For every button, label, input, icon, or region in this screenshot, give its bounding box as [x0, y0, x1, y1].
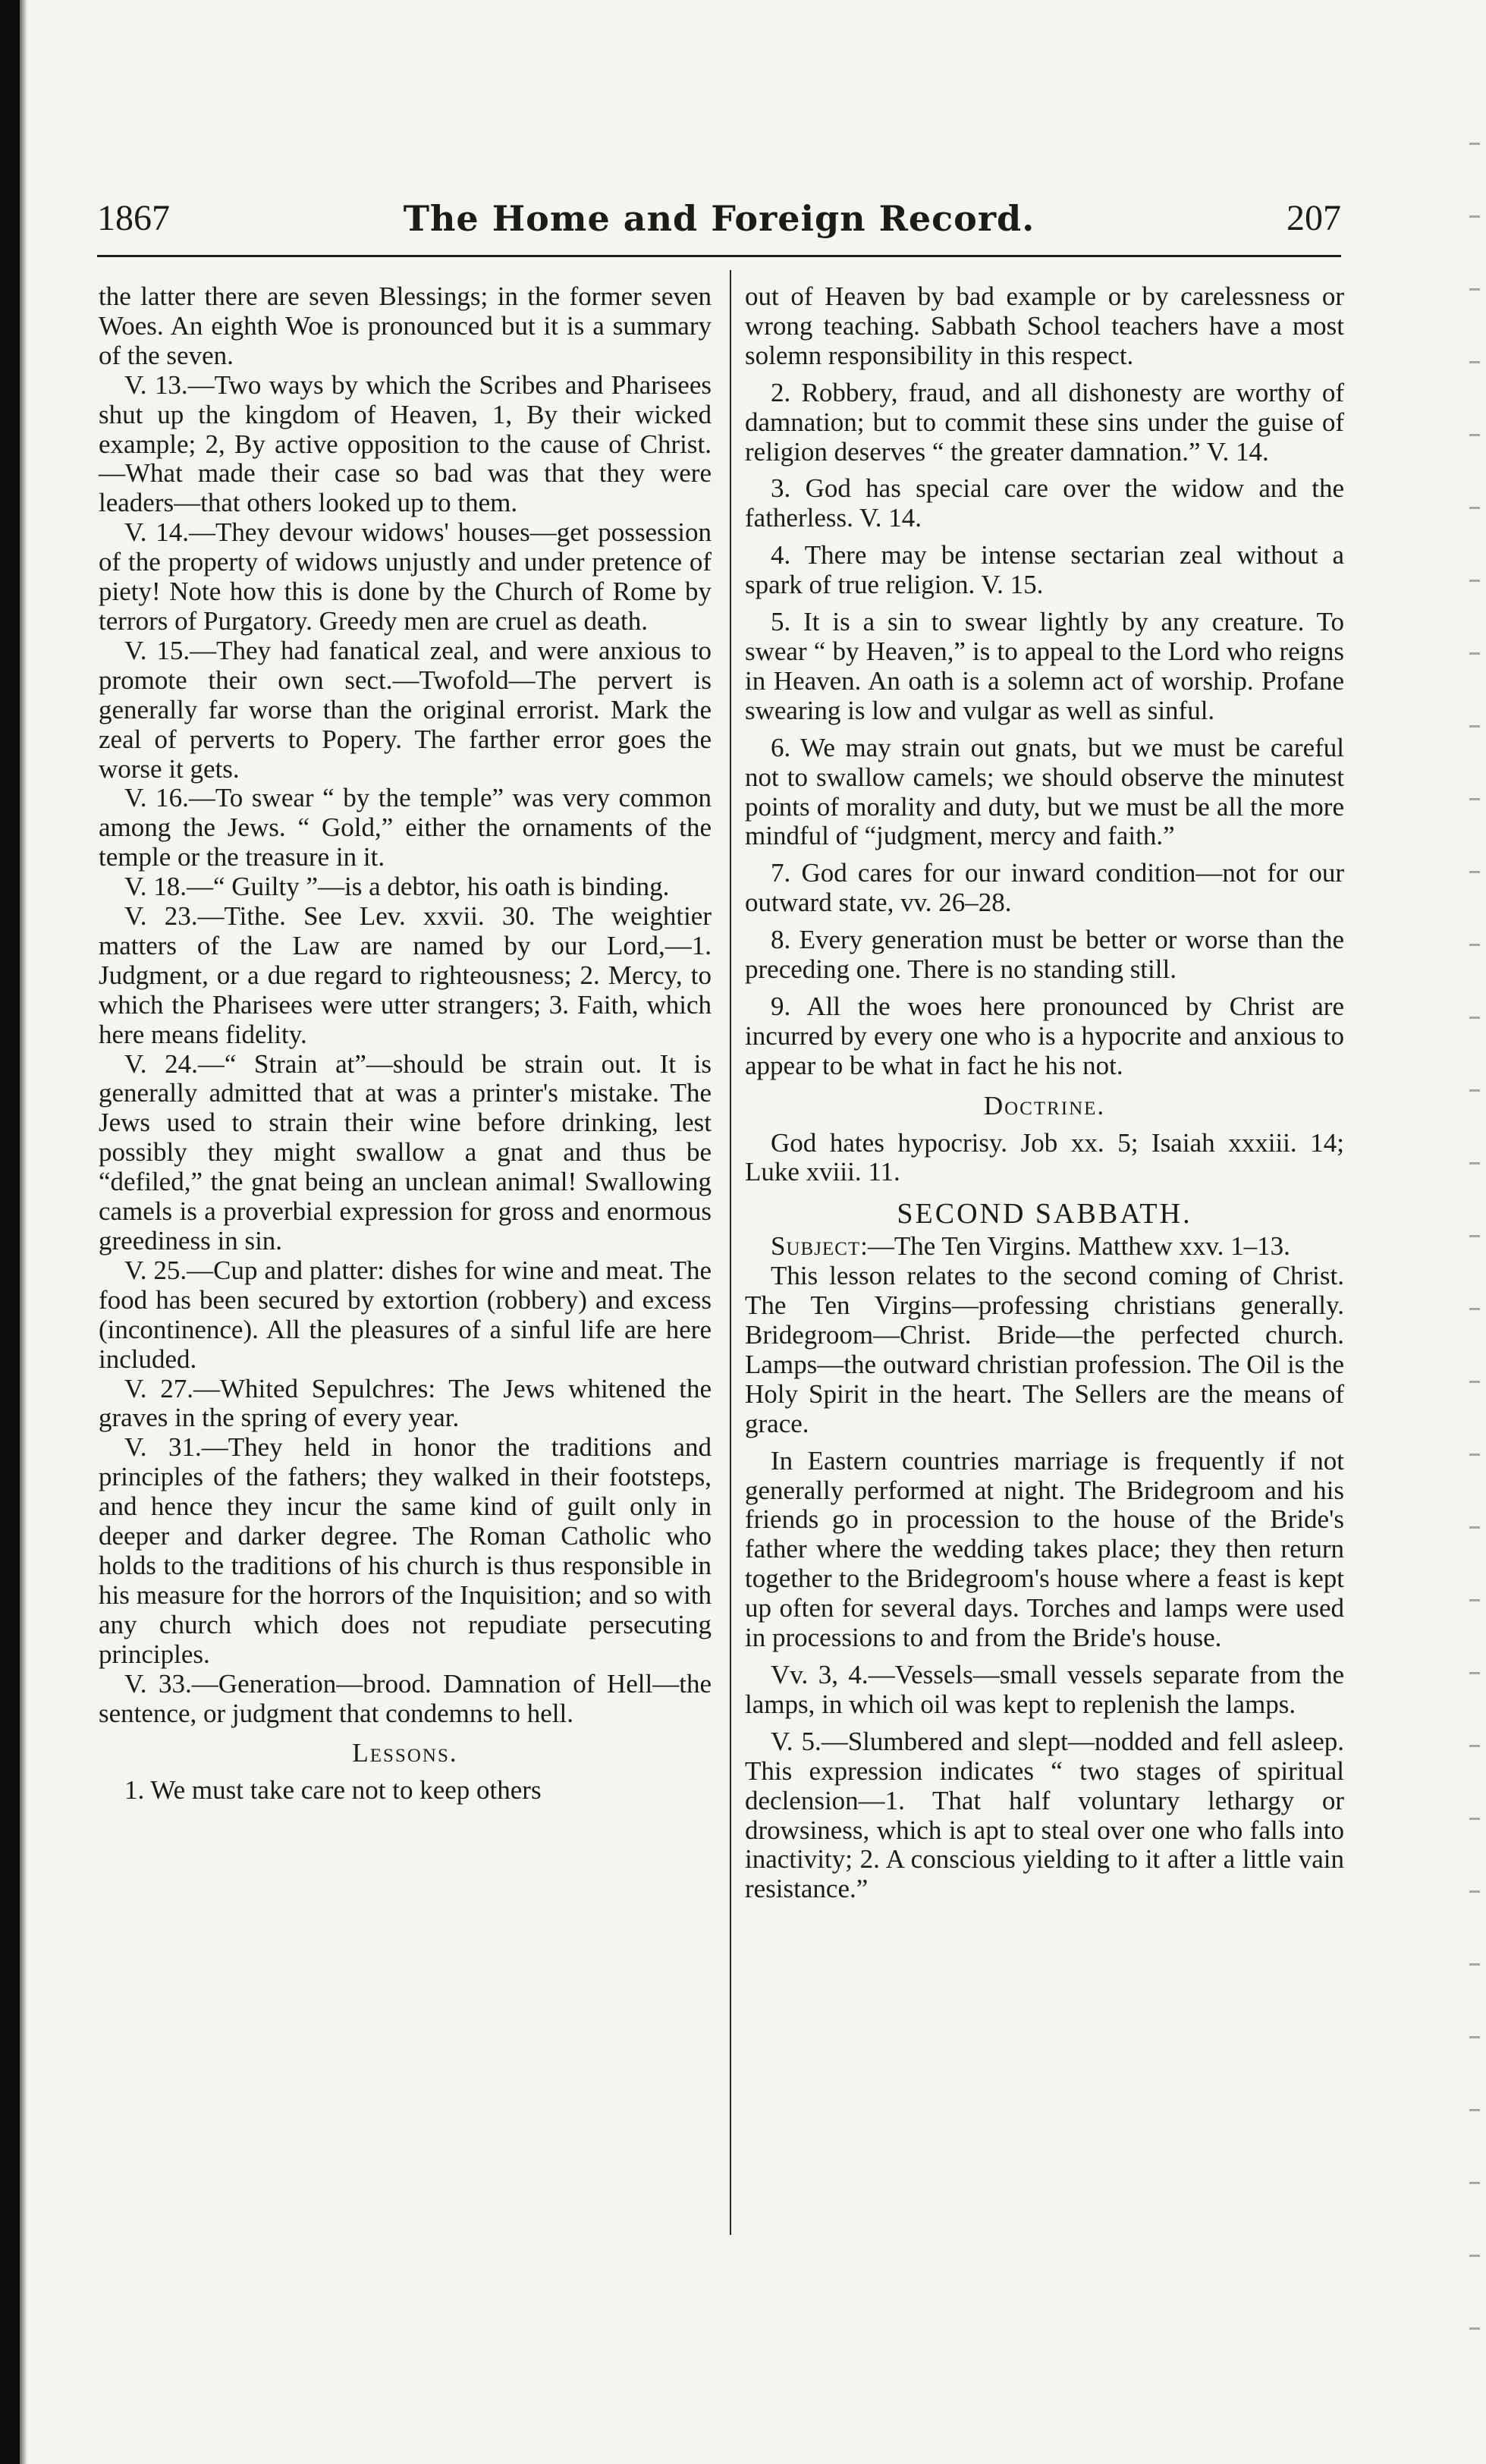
paragraph: V. 33.—Generation—brood. Damnation of Hell—the sentence, or judgment that condemns to hell. [99, 1668, 712, 1728]
lesson-item: 4. There may be intense sectarian zeal without a spark of true religion. V. 15. [745, 540, 1344, 600]
lesson-item: 9. All the woes here pronounced by Christ are incurred by every one who is a hypocrite and anxious to appear to be what in fact he his not. [745, 991, 1344, 1080]
paragraph: V. 24.—“ Strain at”—should be strain out. It is generally admitted that at was a printer's mistake. The Jews used to strain their wine before drinking, lest possibly they might swallow a gnat and thus be “defiled,” the gnat being an unclean animal! Swallowing camels is a proverbial expression for gross and enormous greediness in sin. [99, 1048, 712, 1256]
lesson-item: 1. We must take care not to keep others [124, 1775, 542, 1806]
doctrine-heading: Doctrine. [983, 1090, 1106, 1120]
subject-label: Subject [771, 1231, 861, 1262]
header-journal-title: The Home and Foreign Record. [403, 198, 1035, 239]
spine-edge-gradient [20, 0, 27, 2464]
paragraph: V. 13.—Two ways by which the Scribes and Pharisees shut up the kingdom of Heaven, 1, By their wicked example; 2, By active opposition to the cause of Christ.—What made their case so bad was that they were leaders—that others looked up to them. [99, 369, 712, 518]
doctrine-text: God hates hypocrisy. Job xx. 5; Isaiah xxxiii. 14; Luke xviii. 11. [745, 1127, 1344, 1187]
paragraph: V. 27.—Whited Sepulchres: The Jews whitened the graves in the spring of every year. [99, 1373, 712, 1433]
paragraph: V. 5.—Slumbered and slept—nodded and fell asleep. This expression indicates “ two stages of spiritual declension—1. That half voluntary lethargy or drowsiness, which is apt to steal over one who falls into inactivity; 2. A conscious yielding to it after a little vain resistance.” [745, 1726, 1344, 1904]
lesson-item: 6. We may strain out gnats, but we must be careful not to swallow camels; we should observe the minutest points of morality and duty, but we must be all the more mindful of “judgment, mercy and faith.” [745, 732, 1344, 851]
lesson-item: 8. Every generation must be better or worse than the preceding one. There is no standing still. [745, 925, 1344, 985]
second-sabbath-heading: SECOND SABBATH. [897, 1198, 1192, 1230]
page-edge-specks [1469, 114, 1480, 2390]
paragraph: V. 15.—They had fanatical zeal, and were anxious to promote their own sect.—Twofold—The pervert is generally far worse than the original errorist. Mark the zeal of perverts to Popery. The farther error goes the worse it gets. [99, 635, 712, 784]
subject-line [745, 1232, 1344, 1262]
subject-text: :—The Ten Virgins. Matthew xxv. 1–13. [860, 1231, 1290, 1262]
lesson-item: 3. God has special care over the widow and the fatherless. V. 14. [745, 473, 1344, 533]
lesson-item: 5. It is a sin to swear lightly by any creature. To swear “ by Heaven,” is to appeal to the Lord who reigns in Heaven. An oath is a solemn act of worship. Profane swearing is low and vulgar as well as sinful. [745, 607, 1344, 725]
paragraph: V. 31.—They held in honor the traditions and principles of the fathers; they walked in their footsteps, and hence they incur the same kind of guilt only in deeper and darker degree. The Roman Catholic who holds to the traditions of his church is thus responsible in his measure for the horrors of the Inquisition; and so with any church which does not repudiate persecuting principles. [99, 1432, 712, 1669]
book-spine-shadow [0, 0, 20, 2464]
paragraph: In Eastern countries marriage is frequently if not generally performed at night. The Bridegroom and his friends go in procession to the house of the Bride's father where the wedding takes place; they then return together to the Bridegroom's house where a feast is kept up often for several days. Torches and lamps were used in processions to and from the Bride's house. [745, 1445, 1344, 1653]
header-year: 1867 [97, 198, 170, 238]
column-divider [730, 270, 731, 2235]
paragraph: V. 23.—Tithe. See Lev. xxvii. 30. The weightier matters of the Law are named by our Lord,—1. Judgment, or a due regard to righteousness; 2. Mercy, to which the Pharisees were utter strangers; 3. Faith, which here means fidelity. [99, 901, 712, 1049]
left-column [99, 282, 712, 1806]
paragraph: V. 18.—“ Guilty ”—is a debtor, his oath is binding. [124, 872, 670, 902]
paragraph: V. 14.—They devour widows' houses—get possession of the property of widows unjustly and under pretence of piety! Note how this is done by the Church of Rome by terrors of Purgatory. Greedy men are cruel as death. [99, 517, 712, 636]
lesson-item: 2. Robbery, fraud, and all dishonesty are worthy of damnation; but to commit these sins under the guise of religion deserves “ the greater damnation.” V. 14. [745, 377, 1344, 467]
paragraph: Vv. 3, 4.—Vessels—small vessels separate from the lamps, in which oil was kept to replenish the lamps. [745, 1659, 1344, 1719]
paragraph: V. 25.—Cup and platter: dishes for wine and meat. The food has been secured by extortion (robbery) and excess (incontinence). All the pleasures of a sinful life are here included. [99, 1255, 712, 1374]
running-header [97, 196, 1341, 249]
lesson-item: 7. God cares for our inward condition—not for our outward state, vv. 26–28. [745, 858, 1344, 918]
paragraph: the latter there are seven Blessings; in the former seven Woes. An eighth Woe is pronounced but it is a summary of the seven. [99, 281, 712, 370]
paragraph: out of Heaven by bad example or by carelessness or wrong teaching. Sabbath School teachers have a most solemn responsibility in this respect. [745, 281, 1344, 370]
header-rule [97, 255, 1341, 257]
paragraph: V. 16.—To swear “ by the temple” was very common among the Jews. “ Gold,” either the ornaments of the temple or the treasure in it. [99, 783, 712, 872]
lessons-heading: Lessons. [352, 1738, 458, 1768]
paragraph: This lesson relates to the second coming of Christ. The Ten Virgins—professing christians generally. Bridegroom—Christ. Bride—the perfected church. Lamps—the outward christian profession. The Oil is the Holy Spirit in the heart. The Sellers are the means of grace. [745, 1261, 1344, 1438]
header-page-number: 207 [1287, 198, 1341, 238]
right-column [745, 282, 1344, 1904]
